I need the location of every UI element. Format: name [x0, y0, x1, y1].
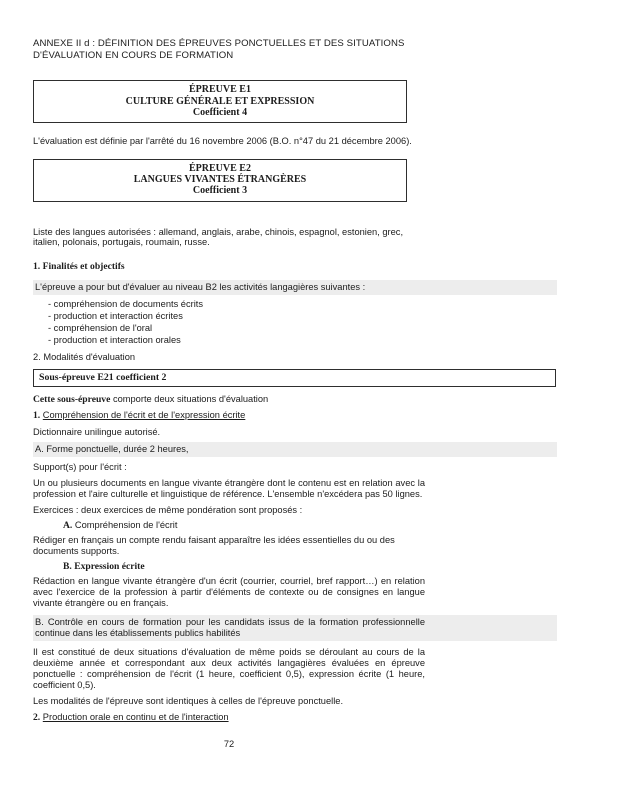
- list-item: - compréhension de documents écrits: [48, 298, 204, 309]
- langues-autorisees: Liste des langues autorisées : allemand, anglais, arabe, chinois, espagnol, estonien, grec, italien, polonais, portugais, roumain, russe.: [33, 226, 404, 248]
- section1-title: Compréhension de l'écrit et de l'expression écrite: [42, 410, 246, 421]
- list-item: - compréhension de l'oral: [48, 322, 153, 333]
- list-item: - production et interaction orales: [48, 334, 181, 345]
- expression-ecrite-heading: B. Expression écrite: [63, 560, 145, 572]
- page-content: [33, 38, 557, 750]
- comprehension-ecrit-label: A.: [63, 519, 73, 531]
- rediger-paragraph: Rédiger en français un compte rendu faisant apparaître les idées essentielles du ou des documents supports.: [33, 534, 395, 556]
- page-number: 72: [223, 739, 235, 750]
- epreuve-e2-subtitle: LANGUES VIVANTES ÉTRANGÈRES: [133, 174, 307, 186]
- comprehension-ecrit-text: Compréhension de l'écrit: [72, 519, 178, 530]
- finalites-intro-text: L'épreuve a pour but d'évaluer au niveau B2 les activités langagières suivantes :: [35, 281, 366, 292]
- constitue-paragraph: Il est constitué de deux situations d'évaluation de même poids se déroulant au cours de la deuxième année et correspondant aux deux activités langagières évaluées en épreuve ponctuelle : compréhension de l'écrit (1 heure, coefficient 0,5), expression écrite (1 heure, coefficient 0,5).: [33, 646, 425, 690]
- forme-ponctuelle-highlight: [33, 442, 557, 457]
- finalites-heading: 1. Finalités et objectifs: [33, 261, 125, 273]
- sous-epreuve-e21-box: Sous-épreuve E21 coefficient 2: [33, 369, 556, 388]
- epreuve-e1-box: [33, 80, 407, 123]
- forme-ponctuelle-text: A. Forme ponctuelle, durée 2 heures,: [35, 443, 189, 454]
- finalites-intro-highlight: [33, 280, 557, 295]
- section2-number: 2.: [33, 711, 41, 723]
- annexe-heading-line1: ANNEXE II d : DÉFINITION DES ÉPREUVES PONCTUELLES ET DES SITUATIONS: [33, 38, 405, 49]
- epreuve-e1-title: ÉPREUVE E1: [189, 84, 251, 96]
- modalites-identiques-line: Les modalités de l'épreuve sont identiques à celles de l'épreuve ponctuelle.: [33, 695, 344, 706]
- epreuve-e1-subtitle: CULTURE GÉNÉRALE ET EXPRESSION: [125, 95, 315, 107]
- exercices-line: Exercices : deux exercices de même pondération sont proposés :: [33, 504, 303, 515]
- epreuve-e2-title: ÉPREUVE E2: [189, 162, 251, 174]
- annexe-heading: [33, 38, 453, 61]
- cette-sous-epreuve-bold: Cette sous-épreuve: [33, 394, 111, 406]
- epreuve-e2-coefficient: Coefficient 3: [192, 185, 248, 197]
- cette-sous-epreuve-line: [33, 394, 425, 405]
- section1-number: 1.: [33, 410, 41, 422]
- modalites-heading: 2. Modalités d'évaluation: [33, 351, 136, 362]
- epreuve-e1-coefficient: Coefficient 4: [192, 106, 248, 118]
- list-item: - production et interaction écrites: [48, 310, 183, 321]
- redaction-paragraph: Rédaction en langue vivante étrangère d'un écrit (courrier, courriel, bref rapport…) en relation avec l'exercice de la profession à partir d'éléments de contexte ou de consignes en langue vivante étrangère ou en français.: [33, 576, 425, 609]
- epreuve-e2-box: [33, 159, 407, 202]
- cette-sous-epreuve-rest: comporte deux situations d'évaluation: [110, 394, 269, 405]
- comprehension-ecrit-line: [63, 520, 455, 531]
- activites-langagieres-list: [48, 299, 557, 346]
- section2-title: Production orale en continu et de l'interaction: [42, 711, 229, 722]
- annexe-heading-line2: D'ÉVALUATION EN COURS DE FORMATION: [33, 49, 234, 61]
- arrete-reference: L'évaluation est définie par l'arrêté du 16 novembre 2006 (B.O. n°47 du 21 décembre 2006).: [33, 135, 412, 146]
- section1-title-line: [33, 410, 425, 421]
- supports-paragraph: Un ou plusieurs documents en langue vivante étrangère dont le contenu est en relation avec la profession et l'aire culturelle et linguistique de référence. L'ensemble n'excédera pas 50 lignes.: [33, 477, 425, 499]
- controle-formation-text: B. Contrôle en cours de formation pour les candidats issus de la formation professionnelle continue dans les établissements publics habilités: [35, 617, 425, 638]
- section2-title-line: [33, 712, 425, 723]
- dictionnaire-line: Dictionnaire unilingue autorisé.: [33, 426, 161, 437]
- supports-label: Support(s) pour l'écrit :: [33, 461, 127, 472]
- controle-formation-highlight: [33, 615, 557, 641]
